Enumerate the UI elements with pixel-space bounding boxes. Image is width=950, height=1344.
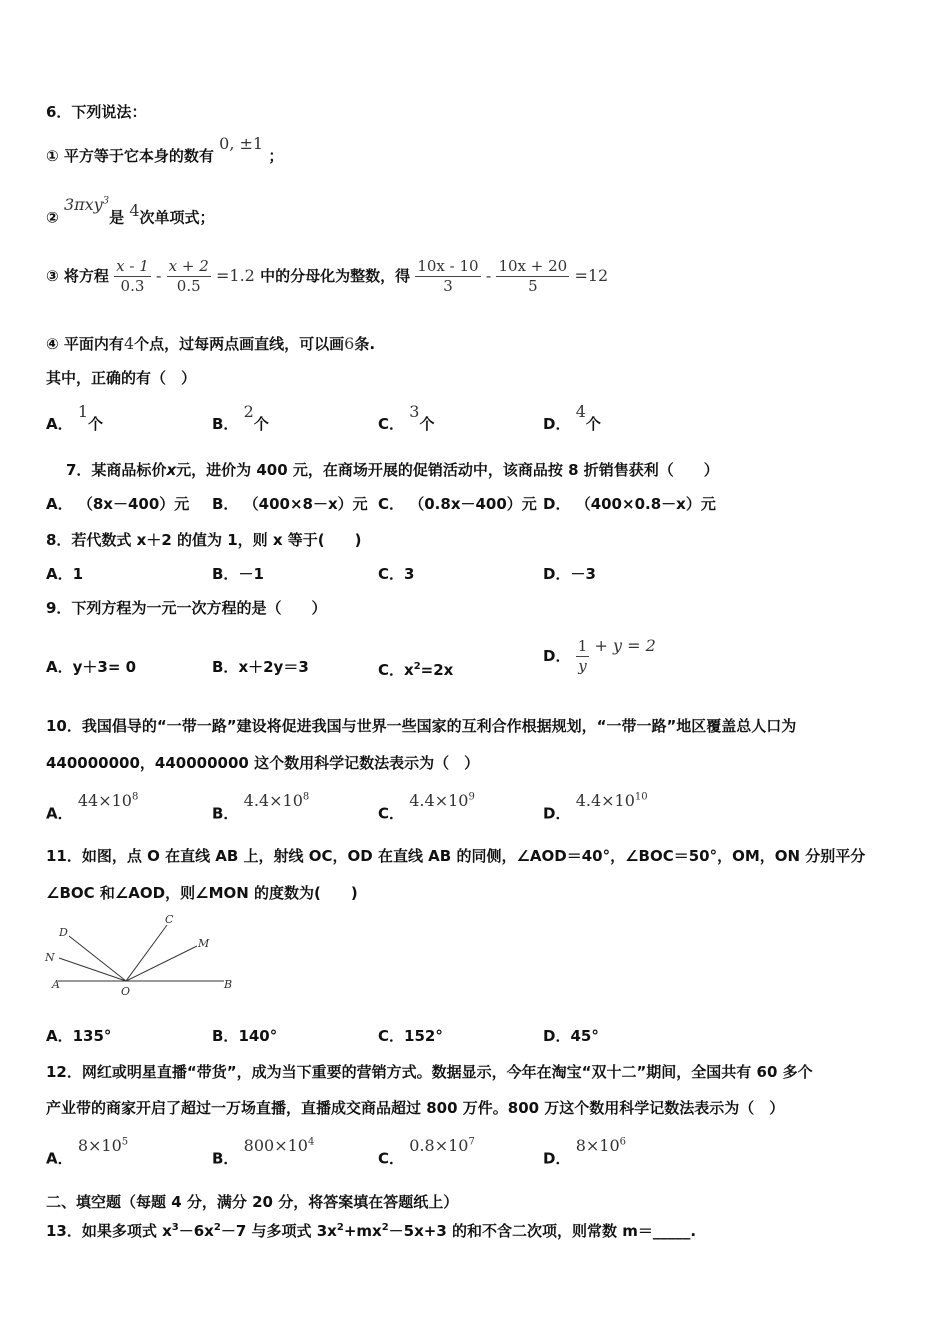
q10-option-b[interactable]: B． $4.4\times 10^8$ <box>212 791 310 823</box>
q6-s3-text: ③ 将方程 <box>46 267 109 285</box>
q11-line-2: ∠BOC 和∠AOD，则∠MON 的度数为( ) <box>46 884 358 902</box>
fraction-1-num: x - 1 <box>116 257 149 275</box>
fraction-2 <box>167 257 211 296</box>
minus-sign: - <box>485 266 492 285</box>
q10-option-a[interactable]: A． $44\times 10^8$ <box>46 791 139 823</box>
q6-ask: 其中，正确的有（ ） <box>46 369 197 387</box>
q8-stem: 8．若代数式 x＋2 的值为 1，则 x 等于( ) <box>46 531 362 549</box>
q6-statement-1 <box>46 134 284 166</box>
label-n: N <box>45 951 55 964</box>
q6-stem: 6．下列说法： <box>46 103 147 121</box>
label-d: D <box>59 926 68 939</box>
q13-stem: 13．如果多项式 $x^3-6x^2-7$ 与多项式 $3x^2+mx^2-5x+3$ 的和不含二次项，则常数 m＝_____. <box>46 1222 697 1240</box>
fraction-4-den: 5 <box>528 277 538 295</box>
label-a: A <box>52 978 60 991</box>
q12-line-2: 产业带的商家开启了超过一万场直播，直播成交商品超过 800 万件。800 万这个数用科学记数法表示为（ ） <box>46 1099 785 1117</box>
q6-statement-2 <box>46 195 215 227</box>
q10-line-1: 10．我国倡导的“一带一路”建设将促进我国与世界一些国家的互利合作根据规划，“一带一路”地区覆盖总人口为 <box>46 717 797 735</box>
q11-line-1: 11．如图，点 O 在直线 AB 上，射线 OC，OD 在直线 AB 的同侧，∠AOD＝40°，∠BOC＝50°，OM，ON 分别平分 <box>46 847 866 865</box>
q7-stem-b: 元，进价为 400 元，在商场开展的促销活动中，该商品按 8 折销售获利（ ） <box>176 461 719 479</box>
q12-option-b[interactable]: B． $800\times 10^4$ <box>212 1136 315 1168</box>
q6-s1-suffix: ； <box>268 147 284 165</box>
equation-rhs-1: =1.2 <box>216 266 255 285</box>
label-o: O <box>121 985 131 998</box>
label-c: C <box>165 913 174 926</box>
q11-option-d[interactable]: D．45° <box>543 1027 599 1045</box>
q10-line-2: 440000000，440000000 这个数用科学记数法表示为（ ） <box>46 754 480 772</box>
q6-s1-math: 0, ±1 <box>219 134 264 153</box>
q6-option-d[interactable]: D． 4个 <box>543 402 601 433</box>
q7-option-b[interactable]: B． （400×8－x）元 <box>212 495 368 513</box>
q6-s2-math: 3πxy <box>63 195 103 215</box>
q6-s2-marker: ② <box>46 208 59 227</box>
q6-s2-suffix: 次单项式； <box>139 208 215 227</box>
q7-stem <box>66 460 719 480</box>
q6-s2-exp: 3 <box>102 196 110 207</box>
fraction-4 <box>496 257 569 296</box>
equation-rhs-2: =12 <box>574 266 609 285</box>
q6-s2-num: 4 <box>129 201 140 221</box>
q6-s1-text: ① 平方等于它本身的数有 <box>46 147 214 165</box>
fraction-2-num: x + 2 <box>168 257 209 275</box>
q9-stem: 9．下列方程为一元一次方程的是（ ） <box>46 599 327 617</box>
fraction-3-den: 3 <box>443 277 453 295</box>
fraction-3-num: 10x - 10 <box>417 257 479 275</box>
q6-s4-mid: 个点，过每两点画直线，可以画 <box>134 335 345 353</box>
q9-option-b[interactable]: B．x＋2y＝3 <box>212 658 309 676</box>
q9-option-d[interactable]: D． $\frac{1}{y}$ + y = 2 <box>543 636 656 675</box>
q12-option-d[interactable]: D． $8\times 10^6$ <box>543 1136 627 1168</box>
label-m: M <box>198 937 210 950</box>
q7-option-c[interactable]: C． （0.8x－400）元 <box>378 495 537 513</box>
minus-sign: - <box>156 266 162 285</box>
q11-option-b[interactable]: B．140° <box>212 1027 278 1045</box>
q6-statement-4 <box>46 334 375 354</box>
q8-option-a[interactable]: A．1 <box>46 565 84 583</box>
q6-statement-3 <box>46 256 608 296</box>
q10-option-d[interactable]: D． $4.4\times 10^{10}$ <box>543 791 648 823</box>
q7-stem-var: x <box>166 461 177 479</box>
section-2-heading: 二、填空题（每题 4 分，满分 20 分，将答案填在答题纸上） <box>46 1193 459 1211</box>
fraction-1 <box>114 257 151 296</box>
label-b: B <box>224 978 233 991</box>
q7-option-a[interactable]: A． （8x－400）元 <box>46 495 190 513</box>
ray-on <box>59 958 126 981</box>
q12-option-a[interactable]: A． $8\times 10^5$ <box>46 1136 129 1168</box>
q7-option-d[interactable]: D． （400×0.8－x）元 <box>543 495 716 513</box>
q6-s4-n2: 6 <box>344 334 355 353</box>
q8-option-c[interactable]: C．3 <box>378 565 415 583</box>
q6-option-b[interactable]: B． 2个 <box>212 402 269 433</box>
angle-diagram <box>44 910 244 1002</box>
fraction-1-den: 0.3 <box>120 277 145 295</box>
q12-option-c[interactable]: C． $0.8\times 10^7$ <box>378 1136 475 1168</box>
q12-line-1: 12．网红或明星直播“带货”，成为当下重要的营销方式。数据显示，今年在淘宝“双十二”期间，全国共有 60 多个 <box>46 1063 813 1081</box>
q6-s3-mid: 中的分母化为整数，得 <box>260 267 411 285</box>
q8-option-b[interactable]: B．－1 <box>212 565 264 583</box>
fraction-2-den: 0.5 <box>176 277 201 295</box>
q6-s2-mid: 是 <box>109 208 125 227</box>
ray-om <box>126 946 197 981</box>
q11-option-a[interactable]: A．135° <box>46 1027 112 1045</box>
fraction-3 <box>415 257 480 296</box>
q6-s4-text: ④ 平面内有 <box>46 335 124 353</box>
ray-oc <box>126 925 167 981</box>
q6-option-c[interactable]: C． 3个 <box>378 402 435 433</box>
q6-s4-n1: 4 <box>123 334 135 353</box>
q11-option-c[interactable]: C．152° <box>378 1027 443 1045</box>
q10-option-c[interactable]: C． $4.4\times 10^9$ <box>378 791 475 823</box>
ray-od <box>69 936 126 981</box>
fraction-4-num: 10x + 20 <box>498 257 568 275</box>
q9-option-a[interactable]: A．y＋3= 0 <box>46 658 137 676</box>
q6-s4-suffix: 条. <box>354 335 376 353</box>
q6-option-a[interactable]: A． 1个 <box>46 402 104 433</box>
q8-option-d[interactable]: D．－3 <box>543 565 596 583</box>
q7-stem-a: 7．某商品标价 <box>66 461 167 479</box>
q9-option-c[interactable]: C．$x^2=2x$ <box>378 661 454 679</box>
